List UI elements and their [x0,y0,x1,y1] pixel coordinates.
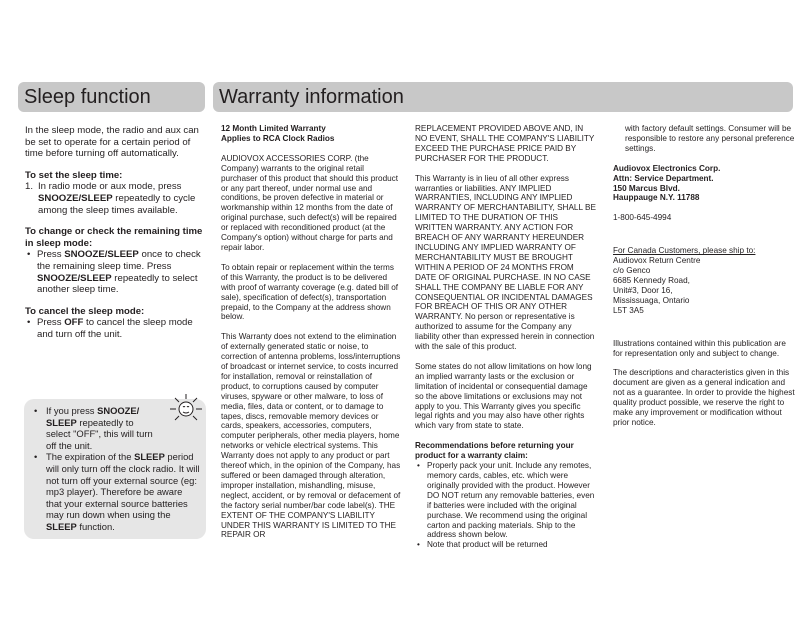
text: to cancel the sleep mode and turn off the unit. [37,317,193,340]
snooze-sleep-key: SNOOZE/SLEEP [38,192,113,204]
text: repeatedly to select "OFF", this will turn off the unit. [46,416,153,451]
address-line: Mississuaga, Ontario [613,295,690,305]
warranty-paragraph-5: This Warranty is in lieu of all other express warranties or liabilities. ANY IMPLIED WARRANTIES, INCLUDING ANY IMPLIED WARRANTY OF MERCHANTABILITY, SHALL BE LIMITED TO THE DURATION OF THIS WRITTEN WARRANTY. ANY ACTION FOR BREACH OF ANY WARRANTY HEREUNDER INCLUDING ANY IMPLIED WARRANTY OF MERCHANTABILITY MUST BE BROUGHT WITHIN A PERIOD OF 24 MONTHS FROM DATE OF ORIGINAL PURCHASE. IN NO CASE SHALL THE COMPANY BE LIABLE FOR ANY CONSEQUENTIAL OR INCIDENTAL DAMAGES FOR BREACH OF THIS OR ANY OTHER WARRANTY. No person or representative is authorized to assume for the Company any liability other than expressed herein in connection with the sale of this product. [415,173,596,352]
text: The expiration of the [46,451,135,463]
warranty-column-2 [415,124,597,550]
text: once to check the remaining sleep time. Press [37,249,201,272]
recommendation-item: • Note that product will be returned [415,540,597,550]
address-line: Unit#3, Door 16, [613,285,673,295]
warranty-paragraph-2: To obtain repair or replacement within the terms of this Warranty, the product is to be delivered with proof of warranty coverage (e.g. dated bill of sale), specification of defect(s), transportation prepaid, to the Company at the address shown below. [221,262,399,322]
recommendation-item: • Properly pack your unit. Include any remotes, memory cards, cables, etc. which were originally provided with the product. However DO NOT return any removable batteries, even if batteries were included with the original purchase. We recommend using the original carton and packing materials. Ship to the address shown below. [415,461,597,540]
warranty-column-3 [613,124,795,438]
snooze-sleep-key: SNOOZE/SLEEP [64,249,139,261]
warranty-paragraph-4: REPLACEMENT PROVIDED ABOVE AND, IN NO EVENT, SHALL THE COMPANY'S LIABILITY EXCEED THE PURCHASE PRICE PAID BY PURCHASER FOR THE PRODUCT. [415,124,595,163]
text: repeatedly to cycle among the sleep times available. [38,192,196,216]
change-sleep-step [25,249,205,295]
cancel-sleep-steps [25,317,205,340]
snooze-sleep-key: SNOOZE/SLEEP [37,272,112,284]
text: In radio mode or aux mode, press [38,181,182,193]
recommendations-title: Recommendations before returning your product for a warranty claim: [415,441,574,461]
text: repeatedly to select another sleep time. [37,272,198,296]
warranty-column-1 [221,124,401,550]
warranty-paragraph-3: This Warranty does not extend to the elimination of externally generated static or noise, to correction of antenna problems, loss/interruptions of broadcast or internet service, to costs incurred for installation, removal or reinstallation of product, to corruptions caused by computer viruses, spyware or other malware, to loss of media, files, data or content, or to damage to tapes, discs, removable memory devices or cards, speakers, accessories, computers, computer peripherals, other media players, home networks or vehicle electrical systems. This Warranty does not apply to any product or part thereof which, in the opinion of the Company, has suffered or been damaged through alteration, improper installation, mishandling, misuse, neglect, accident, or by removal or defacement of the factory serial number/bar code label(s). THE EXTENT OF THE COMPANY'S LIABILITY UNDER THIS WARRANTY IS LIMITED TO THE REPAIR OR [221,332,401,540]
address-line: c/o Genco [613,266,651,276]
canada-address [613,256,795,315]
sleep-intro: In the sleep mode, the radio and aux can be set to operate for a certain period of time before turning off automatically. [25,125,199,160]
recommendations-list [415,461,597,550]
text: Press [37,249,65,261]
set-sleep-steps [25,181,205,216]
canada-title: For Canada Customers, please ship to: [613,246,756,256]
service-address [613,164,795,204]
cancel-sleep-title: To cancel the sleep mode: [25,305,145,317]
text: function. [76,520,115,532]
address-line: 6685 Kennedy Road, [613,275,690,285]
snooze-sleep-key: SNOOZE/ SLEEP [46,405,140,428]
address-line: Audiovox Return Centre [613,256,701,266]
set-sleep-title: To set the sleep time: [25,169,123,181]
address-line: Audiovox Electronics Corp. [613,163,721,173]
warranty-paragraph-1: AUDIOVOX ACCESSORIES CORP. (the Company) warrants to the original retail purchaser of this product that should this product or any part thereof, under normal use and conditions, be proven defective in material or workmanship within 12 months from the date of original purchase, such defect(s) will be repaired or replaced with reconditioned product (at the Company's option) without charge for parts and repair labor. [221,153,399,252]
descriptions-note: The descriptions and characteristics given in this document are given as a general indication and not as a guarantee. In order to provide the highest quality product possible, we reserve the right to make any improvement or modification without prior notice. [613,368,795,427]
cancel-sleep-step [25,317,205,340]
illustrations-note: Illustrations contained within this publication are for representation only and subject to change. [613,338,786,358]
recommendation-continued: with factory default settings. Consumer will be responsible to restore any personal preference settings. [625,124,795,153]
service-phone: 1-800-645-4994 [613,213,672,223]
warranty-paragraph-6: Some states do not allow limitations on how long an implied warranty lasts or the exclusion or limitation of incidental or consequential damage so the above limitations or exclusions may not apply to you. This Warranty gives you specific legal rights and you may also have other rights which vary from state to state. [415,361,592,431]
sleep-key: SLEEP [46,520,77,532]
set-sleep-step [25,181,205,216]
text: Press [37,317,65,329]
change-sleep-title: To change or check the remaining time in sleep mode: [25,226,203,249]
warranty-information-heading: Warranty information [213,82,793,112]
off-key: OFF [64,317,84,329]
note-item-expiration [32,451,200,532]
warranty-title: 12 Month Limited Warranty [221,124,326,133]
warranty-subtitle: Applies to RCA Clock Radios [221,133,335,143]
address-line: L5T 3A5 [613,305,644,315]
sleep-function-heading: Sleep function [18,82,205,112]
address-line: Hauppauge N.Y. 11788 [613,193,700,203]
address-line: Attn: Service Department. [613,173,714,183]
sun-tip-icon [166,391,206,425]
change-sleep-steps [25,249,205,295]
text: period will only turn off the clock radio. It will not turn off your external source (eg: mp3 player). Therefore be aware that your external source batteries may run down when using the [46,451,200,521]
address-line: 150 Marcus Blvd. [613,183,680,193]
text: If you press [46,405,98,416]
sleep-key: SLEEP [134,451,165,463]
step-number: • 1. [25,181,34,193]
sleep-column [25,125,205,341]
